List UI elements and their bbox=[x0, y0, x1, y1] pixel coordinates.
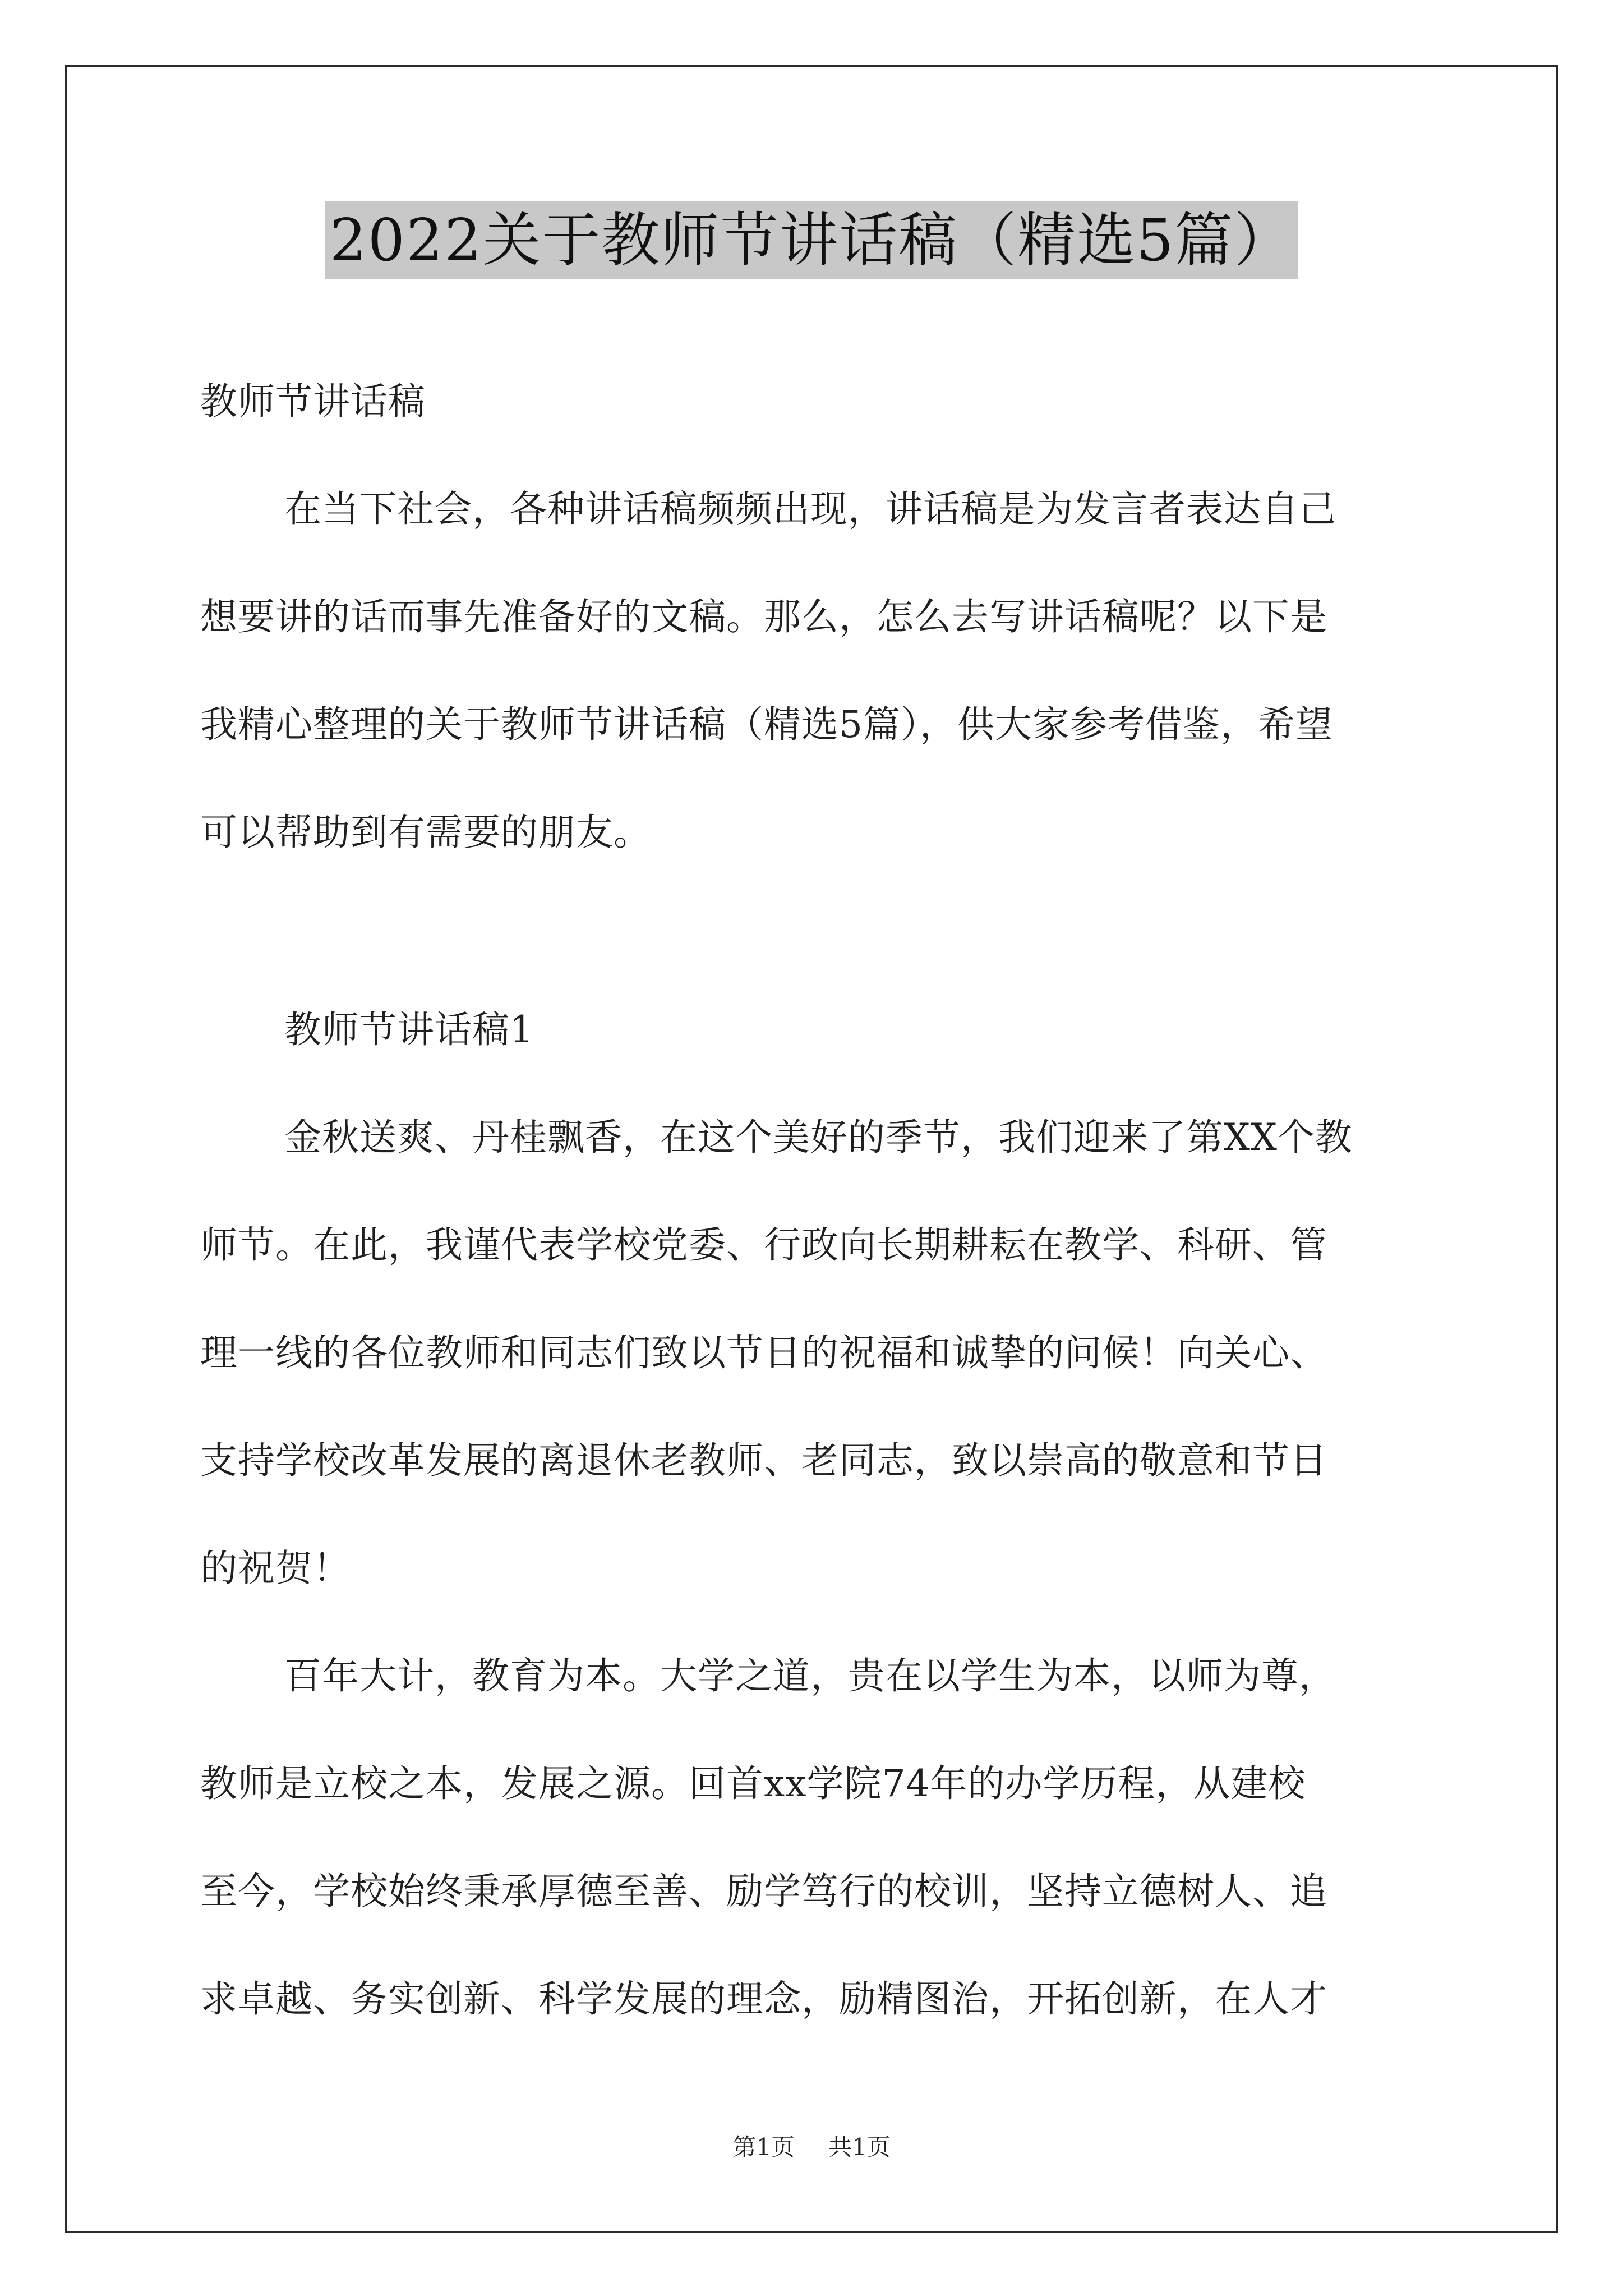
heading: 教师节讲话稿 bbox=[200, 380, 426, 423]
spacer bbox=[200, 886, 1434, 976]
paragraph-line: 理一线的各位教师和同志们致以节日的祝福和诚挚的问候！向关心、 bbox=[200, 1331, 1327, 1374]
paragraph-line: 至今，学校始终秉承厚德至善、励学笃行的校训，坚持立德树人、追 bbox=[200, 1870, 1327, 1913]
paragraph-1 bbox=[200, 1084, 1434, 1622]
paragraph-line: 支持学校改革发展的离退休老教师、老同志，致以崇高的敬意和节日 bbox=[200, 1439, 1327, 1482]
page-total: 共1页 bbox=[828, 2133, 891, 2161]
paragraph-line: 教师是立校之本，发展之源。回首xx学院74年的办学历程，从建校 bbox=[200, 1762, 1306, 1805]
document-body bbox=[200, 348, 1434, 2053]
paragraph-line: 求卓越、务实创新、科学发展的理念，励精图治，开拓创新，在人才 bbox=[200, 1977, 1327, 2021]
intro-paragraph bbox=[200, 455, 1434, 886]
section-heading: 教师节讲话稿1 bbox=[284, 1008, 534, 1051]
document-title: 2022关于教师节讲话稿（精选5篇） bbox=[325, 201, 1298, 279]
paragraph-2 bbox=[200, 1622, 1434, 2053]
paragraph-line: 的祝贺！ bbox=[200, 1547, 351, 1590]
paragraph-line: 我精心整理的关于教师节讲话稿（精选5篇），供大家参考借鉴，希望 bbox=[200, 703, 1333, 746]
paragraph-line: 师节。在此，我谨代表学校党委、行政向长期耕耘在教学、科研、管 bbox=[200, 1223, 1327, 1267]
page-footer bbox=[0, 2131, 1623, 2164]
paragraph-line: 金秋送爽、丹桂飘香，在这个美好的季节，我们迎来了第XX个教 bbox=[284, 1116, 1353, 1159]
title-container bbox=[0, 201, 1623, 279]
paragraph-line: 想要讲的话而事先准备好的文稿。那么，怎么去写讲话稿呢？以下是 bbox=[200, 595, 1327, 638]
paragraph-line: 在当下社会，各种讲话稿频频出现，讲话稿是为发言者表达自己 bbox=[284, 487, 1336, 531]
paragraph-line: 可以帮助到有需要的朋友。 bbox=[200, 811, 651, 854]
paragraph-line: 百年大计，教育为本。大学之道，贵在以学生为本，以师为尊， bbox=[284, 1654, 1336, 1697]
page-number: 第1页 bbox=[732, 2133, 795, 2161]
